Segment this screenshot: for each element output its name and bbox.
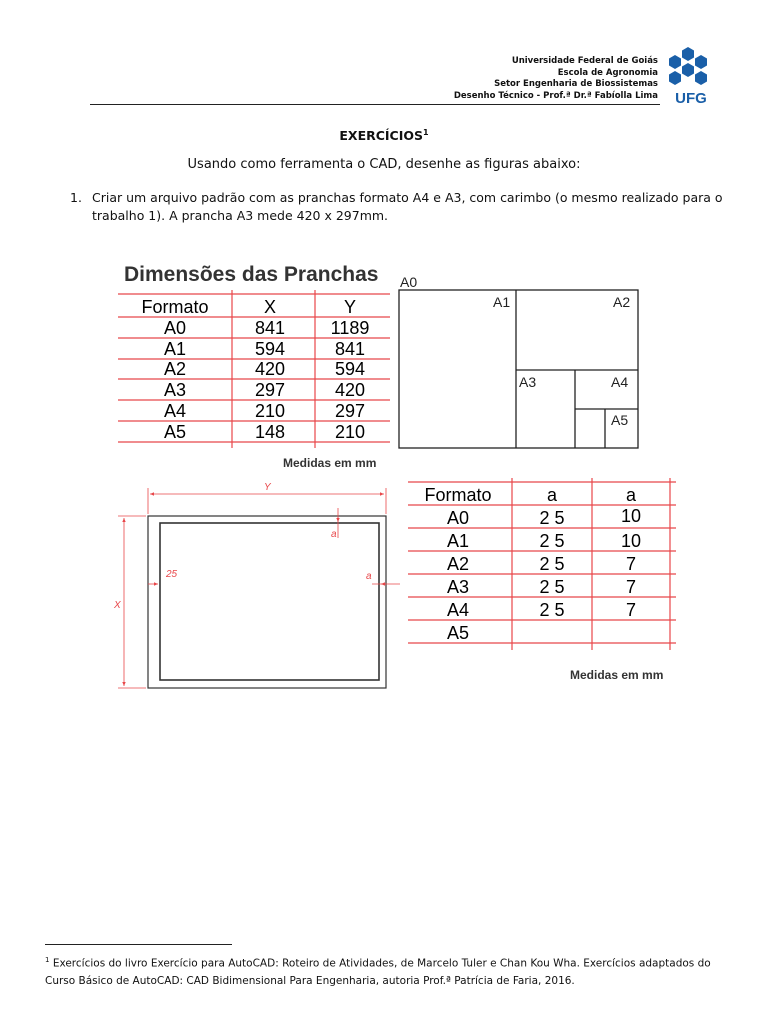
table1-cell: A1 xyxy=(163,339,187,359)
table1-cell: 297 xyxy=(334,401,366,421)
diagram-label-a0: A0 xyxy=(400,274,418,290)
header-line-university: Universidade Federal de Goiás xyxy=(511,56,658,66)
table1-cell: A3 xyxy=(163,380,187,400)
margin-label-height: X xyxy=(114,600,121,611)
table1-cell: 841 xyxy=(334,339,366,359)
table1-cell: 420 xyxy=(254,359,286,379)
footnote xyxy=(45,952,725,990)
sheet-dimensions-title: Dimensões das Pranchas xyxy=(124,263,379,286)
exercise-text: Criar um arquivo padrão com as pranchas formato A4 e A3, com carimbo (o mesmo realizado para o trabalho 1). A prancha A3 mede 420 x 297mm. xyxy=(92,190,723,223)
table2-cell: 7 xyxy=(625,577,637,597)
table1-header-x: X xyxy=(263,297,277,317)
table1-cell: 210 xyxy=(334,422,366,442)
table1-header-y: Y xyxy=(343,297,357,317)
table1-cell: A5 xyxy=(163,422,187,442)
table1-header-formato: Formato xyxy=(141,297,209,317)
table1-cell: 1189 xyxy=(330,318,370,338)
table1-cell: 210 xyxy=(254,401,286,421)
table2-header-a1: a xyxy=(546,485,558,505)
diagram-label-a4: A4 xyxy=(611,374,629,390)
table2-header-formato: Formato xyxy=(424,485,492,505)
institution-header xyxy=(454,56,658,102)
table1-cell: 148 xyxy=(254,422,286,442)
title-text: EXERCÍCIOS xyxy=(339,128,424,144)
table2-cell: A0 xyxy=(446,508,470,528)
table1-cell: 420 xyxy=(334,380,366,400)
table1-cell: A4 xyxy=(163,401,187,421)
diagram-label-a5: A5 xyxy=(611,412,629,428)
table2-cell: 2 5 xyxy=(539,577,565,597)
table2-header-a2: a xyxy=(625,485,637,505)
table2-cell: A3 xyxy=(446,577,470,597)
table2-cell: 2 5 xyxy=(539,531,565,551)
table2-cell: 2 5 xyxy=(539,554,565,574)
table2-cell: A2 xyxy=(446,554,470,574)
sheet-margin-drawing xyxy=(110,478,410,698)
margin-label-top: a xyxy=(331,529,337,540)
instruction-text: Usando como ferramenta o CAD, desenhe as figuras abaixo: xyxy=(187,157,581,172)
table1-cell: 594 xyxy=(334,359,366,379)
table1-caption: Medidas em mm xyxy=(283,456,377,470)
table1-cell: 841 xyxy=(254,318,286,338)
header-line-school: Escola de Agronomia xyxy=(557,67,658,78)
diagram-label-a2: A2 xyxy=(613,294,631,310)
footnote-text: Exercícios do livro Exercício para AutoCAD: Roteiro de Atividades, de Marcelo Tuler e Chan Kou Wha. Exercícios adaptados do Curso Básico de AutoCAD: CAD Bidimensional Para Engenharia, autoria Prof.ª Patrícia de Faria, 2016. xyxy=(45,957,711,987)
table1-cell: A2 xyxy=(163,359,187,379)
table2-cell: 10 xyxy=(620,506,642,526)
table1-cell: 594 xyxy=(254,339,286,359)
table2-cell: 7 xyxy=(625,554,637,574)
table2-cell: 2 5 xyxy=(539,508,565,528)
table2-cell: 7 xyxy=(625,600,637,620)
table1-cell: A0 xyxy=(163,318,187,338)
margin-label-width: Y xyxy=(264,482,271,493)
ufg-logo xyxy=(668,45,714,107)
table2-caption: Medidas em mm xyxy=(570,668,664,682)
header-line-course: Desenho Técnico - Prof.ª Dr.ª Fabíolla Lima xyxy=(453,90,658,101)
footnote-divider xyxy=(45,944,232,945)
diagram-label-a1: A1 xyxy=(493,294,511,310)
table2-cell: A4 xyxy=(446,600,470,620)
table2-cell: A1 xyxy=(446,531,470,551)
sheet-subdivision-diagram xyxy=(397,272,643,452)
table2-cell: A5 xyxy=(446,623,470,643)
table1-cell: 297 xyxy=(254,380,286,400)
exercise-number: 1. xyxy=(70,190,82,205)
page-title xyxy=(0,128,768,143)
sheet-dimensions-table xyxy=(118,290,390,452)
margin-label-right: a xyxy=(366,571,372,582)
header-divider xyxy=(90,104,660,105)
margin-label-left: 25 xyxy=(166,569,178,580)
title-footnote-ref: 1 xyxy=(423,128,429,137)
logo-wordmark: UFG xyxy=(675,90,707,107)
table2-cell: 10 xyxy=(620,531,642,551)
footnote-ref: 1 xyxy=(45,956,50,964)
margin-table xyxy=(408,478,676,654)
header-line-sector: Setor Engenharia de Biossistemas xyxy=(494,79,658,89)
table2-cell: 2 5 xyxy=(539,600,565,620)
diagram-label-a3: A3 xyxy=(519,374,537,390)
